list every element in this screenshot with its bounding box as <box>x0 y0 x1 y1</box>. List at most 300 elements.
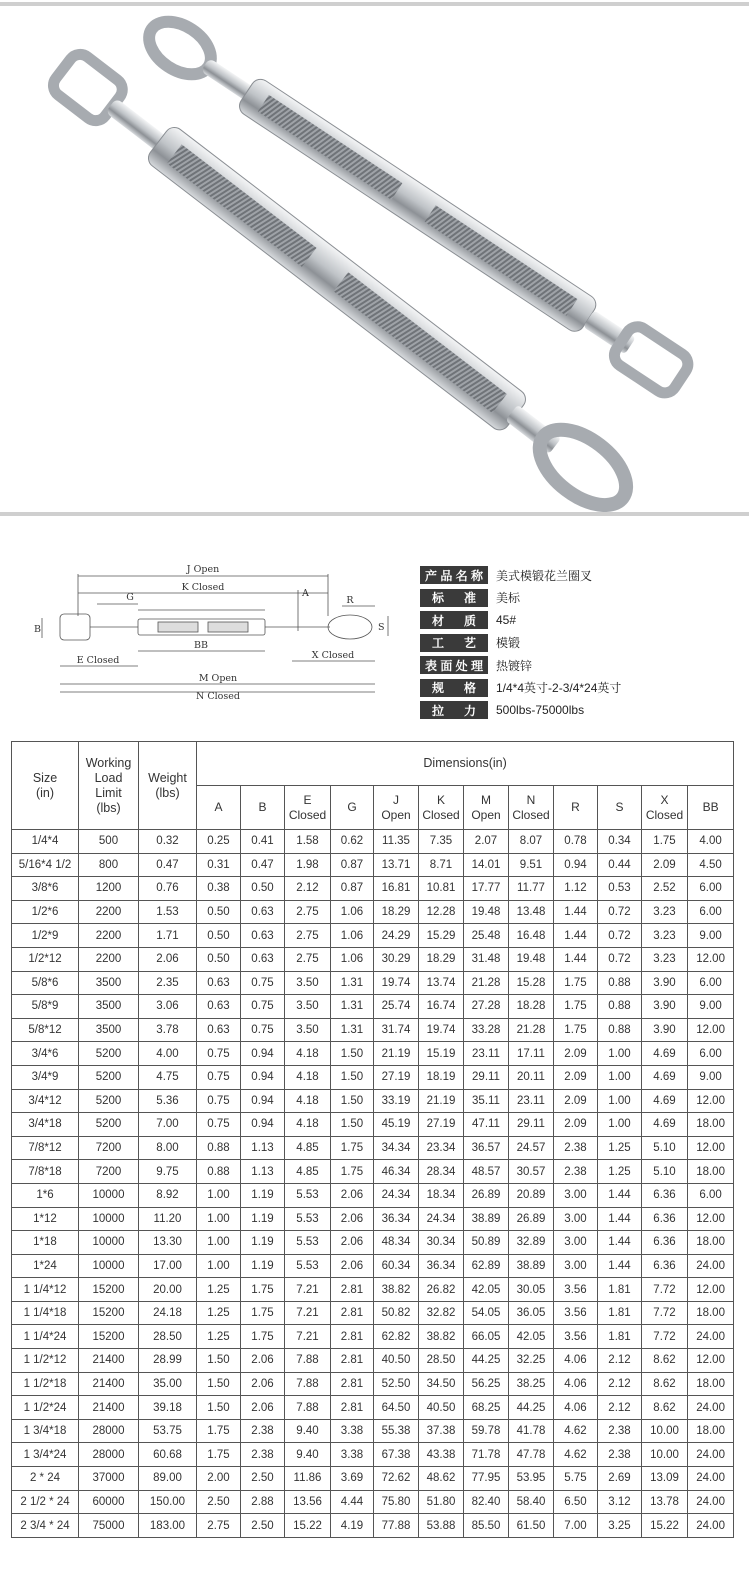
table-cell: 2.88 <box>241 1490 285 1514</box>
header-line: (lbs) <box>155 785 180 800</box>
table-cell: 2.12 <box>598 1372 642 1396</box>
spec-key: 材 质 <box>420 611 488 629</box>
table-cell: 46.34 <box>374 1160 419 1184</box>
table-cell: 3.56 <box>554 1301 598 1325</box>
table-cell: 12.00 <box>688 1136 734 1160</box>
table-cell: 2.81 <box>331 1396 374 1420</box>
table-cell: 14.01 <box>464 853 509 877</box>
table-cell: 42.05 <box>464 1278 509 1302</box>
table-row <box>12 1372 734 1396</box>
header-line: Closed <box>645 807 684 822</box>
table-row <box>12 1042 734 1066</box>
table-cell: 500 <box>79 830 139 854</box>
dimension-column-header <box>509 786 554 830</box>
table-cell: 0.75 <box>197 1089 241 1113</box>
table-cell: 8.00 <box>139 1136 197 1160</box>
table-row <box>12 1325 734 1349</box>
table-cell: 30.34 <box>419 1231 464 1255</box>
g-label: G <box>126 592 134 603</box>
bb-label: BB <box>194 640 208 651</box>
dimension-column-header <box>554 786 598 830</box>
table-cell: 4.00 <box>139 1042 197 1066</box>
table-cell: 19.48 <box>464 900 509 924</box>
table-cell: 2.06 <box>241 1372 285 1396</box>
table-cell: 42.05 <box>509 1325 554 1349</box>
header-line: A <box>214 800 223 814</box>
table-cell: 2 * 24 <box>12 1467 79 1491</box>
table-cell: 15.22 <box>285 1514 331 1538</box>
spec-value: 美式模锻花兰圈叉 <box>496 568 593 583</box>
table-cell: 2.81 <box>331 1372 374 1396</box>
table-cell: 2.50 <box>241 1467 285 1491</box>
table-cell: 1.53 <box>139 900 197 924</box>
table-cell: 20.11 <box>509 1065 554 1089</box>
table-cell: 0.32 <box>139 830 197 854</box>
table-cell: 3.00 <box>554 1254 598 1278</box>
table-cell: 1.44 <box>554 900 598 924</box>
table-cell: 3500 <box>79 1018 139 1042</box>
table-cell: 12.00 <box>688 947 734 971</box>
table-cell: 24.57 <box>509 1136 554 1160</box>
e-closed-label: E Closed <box>76 655 120 666</box>
table-cell: 18.29 <box>374 900 419 924</box>
table-cell: 1.58 <box>285 830 331 854</box>
table-cell: 2200 <box>79 924 139 948</box>
table-cell: 24.00 <box>688 1467 734 1491</box>
table-cell: 8.62 <box>642 1396 688 1420</box>
table-cell: 1.25 <box>197 1301 241 1325</box>
product-spec-list <box>420 564 740 722</box>
table-cell: 18.00 <box>688 1301 734 1325</box>
table-cell: 8.62 <box>642 1372 688 1396</box>
table-cell: 3.50 <box>285 971 331 995</box>
dimension-column-header <box>688 786 734 830</box>
table-cell: 2.75 <box>285 900 331 924</box>
table-cell: 17.77 <box>464 877 509 901</box>
table-cell: 68.25 <box>464 1396 509 1420</box>
table-cell: 28000 <box>79 1443 139 1467</box>
table-cell: 3.38 <box>331 1419 374 1443</box>
table-cell: 7.88 <box>285 1396 331 1420</box>
table-cell: 2.06 <box>241 1396 285 1420</box>
table-cell: 2.09 <box>554 1042 598 1066</box>
table-cell: 34.34 <box>374 1136 419 1160</box>
table-cell: 0.72 <box>598 947 642 971</box>
table-cell: 1 1/4*12 <box>12 1278 79 1302</box>
table-cell: 36.34 <box>374 1207 419 1231</box>
table-cell: 0.50 <box>241 877 285 901</box>
table-cell: 800 <box>79 853 139 877</box>
table-cell: 5.75 <box>554 1467 598 1491</box>
table-cell: 1.44 <box>598 1254 642 1278</box>
table-cell: 43.38 <box>419 1443 464 1467</box>
spec-value: 模锻 <box>496 636 521 651</box>
table-cell: 55.38 <box>374 1419 419 1443</box>
table-cell: 3.50 <box>285 1018 331 1042</box>
table-cell: 0.75 <box>241 1018 285 1042</box>
table-row <box>12 1207 734 1231</box>
table-cell: 3.06 <box>139 995 197 1019</box>
table-cell: 45.19 <box>374 1113 419 1137</box>
table-cell: 0.47 <box>139 853 197 877</box>
table-row <box>12 1018 734 1042</box>
table-cell: 1.81 <box>598 1325 642 1349</box>
table-cell: 2.06 <box>331 1207 374 1231</box>
table-cell: 1.50 <box>331 1042 374 1066</box>
table-cell: 2200 <box>79 900 139 924</box>
dimension-column-header <box>464 786 509 830</box>
table-cell: 1.98 <box>285 853 331 877</box>
table-cell: 18.00 <box>688 1372 734 1396</box>
table-cell: 0.94 <box>241 1065 285 1089</box>
spec-key: 表 面 处 理 <box>420 656 488 674</box>
table-cell: 61.50 <box>509 1514 554 1538</box>
table-cell: 2.07 <box>464 830 509 854</box>
table-cell: 4.69 <box>642 1042 688 1066</box>
table-cell: 24.34 <box>374 1183 419 1207</box>
table-cell: 0.31 <box>197 853 241 877</box>
table-cell: 2.35 <box>139 971 197 995</box>
turnbuckle-product-photo <box>0 8 749 513</box>
table-cell: 28.50 <box>139 1325 197 1349</box>
table-cell: 0.63 <box>197 971 241 995</box>
table-cell: 4.18 <box>285 1113 331 1137</box>
table-cell: 3.00 <box>554 1231 598 1255</box>
table-row <box>12 1065 734 1089</box>
dimension-column-header <box>241 786 285 830</box>
table-row <box>12 1136 734 1160</box>
spec-key: 产 品 名 称 <box>420 566 488 584</box>
table-cell: 29.11 <box>509 1113 554 1137</box>
table-cell: 1.00 <box>197 1254 241 1278</box>
table-cell: 0.47 <box>241 853 285 877</box>
table-cell: 40.50 <box>374 1349 419 1373</box>
table-cell: 48.62 <box>419 1467 464 1491</box>
table-cell: 0.78 <box>554 830 598 854</box>
b-label: B <box>34 624 41 635</box>
table-cell: 24.00 <box>688 1254 734 1278</box>
table-cell: 11.35 <box>374 830 419 854</box>
table-cell: 7200 <box>79 1136 139 1160</box>
table-row <box>12 1467 734 1491</box>
table-cell: 66.05 <box>464 1325 509 1349</box>
turnbuckle-dimensions-table <box>11 741 734 1538</box>
table-cell: 25.74 <box>374 995 419 1019</box>
table-cell: 5.53 <box>285 1231 331 1255</box>
table-cell: 0.50 <box>197 924 241 948</box>
table-cell: 10000 <box>79 1254 139 1278</box>
dimension-diagram <box>30 556 390 706</box>
table-cell: 12.00 <box>688 1278 734 1302</box>
table-cell: 0.72 <box>598 924 642 948</box>
header-line: Limit <box>95 785 122 800</box>
table-cell: 1.19 <box>241 1207 285 1231</box>
table-cell: 1*24 <box>12 1254 79 1278</box>
table-cell: 4.06 <box>554 1372 598 1396</box>
table-cell: 3.56 <box>554 1278 598 1302</box>
table-cell: 0.75 <box>241 971 285 995</box>
table-cell: 1 3/4*18 <box>12 1419 79 1443</box>
spec-key: 工 艺 <box>420 634 488 652</box>
table-cell: 1.31 <box>331 995 374 1019</box>
table-cell: 25.48 <box>464 924 509 948</box>
table-cell: 38.82 <box>419 1325 464 1349</box>
table-cell: 2.50 <box>197 1490 241 1514</box>
table-cell: 4.18 <box>285 1089 331 1113</box>
table-cell: 6.00 <box>688 900 734 924</box>
table-cell: 1/2*9 <box>12 924 79 948</box>
table-cell: 36.57 <box>464 1136 509 1160</box>
table-cell: 30.05 <box>509 1278 554 1302</box>
table-cell: 18.29 <box>419 947 464 971</box>
table-cell: 0.50 <box>197 900 241 924</box>
table-cell: 44.25 <box>464 1349 509 1373</box>
table-cell: 15.19 <box>419 1042 464 1066</box>
dimension-column-header <box>197 786 241 830</box>
table-cell: 38.25 <box>509 1372 554 1396</box>
table-cell: 7/8*18 <box>12 1160 79 1184</box>
weight-header <box>139 742 197 830</box>
table-cell: 89.00 <box>139 1467 197 1491</box>
spec-value: 热镀锌 <box>496 658 533 673</box>
table-cell: 59.78 <box>464 1419 509 1443</box>
table-cell: 75000 <box>79 1514 139 1538</box>
table-cell: 38.82 <box>374 1278 419 1302</box>
dimension-column-header <box>285 786 331 830</box>
dimension-column-header <box>331 786 374 830</box>
table-cell: 2.38 <box>598 1443 642 1467</box>
dimension-column-header <box>642 786 688 830</box>
table-cell: 6.00 <box>688 1042 734 1066</box>
header-line: Size <box>32 770 58 785</box>
table-cell: 0.87 <box>331 877 374 901</box>
table-cell: 62.82 <box>374 1325 419 1349</box>
table-cell: 50.89 <box>464 1231 509 1255</box>
n-closed-label: N Closed <box>196 691 240 702</box>
middle-divider <box>0 512 749 516</box>
table-cell: 2.09 <box>554 1065 598 1089</box>
table-cell: 9.00 <box>688 1065 734 1089</box>
table-cell: 21400 <box>79 1372 139 1396</box>
table-cell: 0.87 <box>331 853 374 877</box>
table-cell: 19.48 <box>509 947 554 971</box>
table-cell: 1.44 <box>598 1207 642 1231</box>
table-cell: 2.38 <box>554 1160 598 1184</box>
dimension-column-header <box>419 786 464 830</box>
table-cell: 4.85 <box>285 1136 331 1160</box>
table-cell: 21.28 <box>509 1018 554 1042</box>
table-cell: 3.12 <box>598 1490 642 1514</box>
table-cell: 37000 <box>79 1467 139 1491</box>
table-cell: 4.00 <box>688 830 734 854</box>
header-line: Working <box>85 755 132 770</box>
table-cell: 28.99 <box>139 1349 197 1373</box>
table-cell: 1.50 <box>331 1113 374 1137</box>
table-cell: 29.11 <box>464 1065 509 1089</box>
table-cell: 64.50 <box>374 1396 419 1420</box>
header-line: E <box>303 792 312 807</box>
table-cell: 1.19 <box>241 1231 285 1255</box>
table-cell: 1*12 <box>12 1207 79 1231</box>
table-cell: 8.07 <box>509 830 554 854</box>
table-cell: 2.50 <box>241 1514 285 1538</box>
table-cell: 0.76 <box>139 877 197 901</box>
table-row <box>12 1254 734 1278</box>
table-cell: 15200 <box>79 1301 139 1325</box>
table-cell: 60.34 <box>374 1254 419 1278</box>
table-cell: 5/8*9 <box>12 995 79 1019</box>
table-cell: 13.74 <box>419 971 464 995</box>
table-cell: 0.75 <box>197 1065 241 1089</box>
table-cell: 6.50 <box>554 1490 598 1514</box>
table-row <box>12 1278 734 1302</box>
table-cell: 5200 <box>79 1113 139 1137</box>
table-cell: 2.06 <box>331 1183 374 1207</box>
table-cell: 1*18 <box>12 1231 79 1255</box>
table-cell: 0.63 <box>197 995 241 1019</box>
s-label: S <box>378 622 385 633</box>
table-cell: 3.90 <box>642 995 688 1019</box>
table-cell: 0.88 <box>197 1160 241 1184</box>
spec-row <box>420 677 740 700</box>
table-cell: 12.00 <box>688 1349 734 1373</box>
header-line: Closed <box>288 807 327 822</box>
table-cell: 9.00 <box>688 995 734 1019</box>
table-cell: 37.38 <box>419 1419 464 1443</box>
table-cell: 2 3/4 * 24 <box>12 1514 79 1538</box>
top-divider <box>0 2 749 6</box>
table-cell: 4.69 <box>642 1089 688 1113</box>
table-cell: 1 1/2*12 <box>12 1349 79 1373</box>
table-cell: 21.28 <box>464 971 509 995</box>
table-cell: 150.00 <box>139 1490 197 1514</box>
spec-row <box>420 699 740 722</box>
table-cell: 1.00 <box>598 1113 642 1137</box>
table-cell: 1.50 <box>197 1372 241 1396</box>
table-cell: 18.28 <box>509 995 554 1019</box>
table-cell: 53.95 <box>509 1467 554 1491</box>
table-cell: 2.38 <box>241 1419 285 1443</box>
table-cell: 0.41 <box>241 830 285 854</box>
table-cell: 54.05 <box>464 1301 509 1325</box>
table-cell: 0.63 <box>241 900 285 924</box>
table-cell: 71.78 <box>464 1443 509 1467</box>
table-cell: 1.75 <box>241 1325 285 1349</box>
table-cell: 1.00 <box>197 1231 241 1255</box>
table-cell: 2.00 <box>197 1467 241 1491</box>
table-cell: 7.00 <box>139 1113 197 1137</box>
table-cell: 1.75 <box>331 1160 374 1184</box>
table-cell: 1.75 <box>554 971 598 995</box>
table-cell: 21.19 <box>419 1089 464 1113</box>
table-cell: 60.68 <box>139 1443 197 1467</box>
table-cell: 36.05 <box>509 1301 554 1325</box>
table-cell: 27.28 <box>464 995 509 1019</box>
header-line: Weight <box>148 770 187 785</box>
table-cell: 0.25 <box>197 830 241 854</box>
table-cell: 1.06 <box>331 924 374 948</box>
table-cell: 67.38 <box>374 1443 419 1467</box>
table-cell: 77.88 <box>374 1514 419 1538</box>
table-cell: 10.00 <box>642 1419 688 1443</box>
table-cell: 12.28 <box>419 900 464 924</box>
header-line: R <box>571 800 580 814</box>
spec-row <box>420 587 740 610</box>
table-cell: 1.75 <box>554 995 598 1019</box>
table-cell: 3.56 <box>554 1325 598 1349</box>
table-cell: 36.34 <box>419 1254 464 1278</box>
table-cell: 2.12 <box>285 877 331 901</box>
table-cell: 15200 <box>79 1325 139 1349</box>
table-cell: 24.00 <box>688 1443 734 1467</box>
table-row <box>12 971 734 995</box>
table-cell: 7.21 <box>285 1301 331 1325</box>
table-row <box>12 924 734 948</box>
table-cell: 4.62 <box>554 1419 598 1443</box>
table-cell: 0.88 <box>598 995 642 1019</box>
table-cell: 20.89 <box>509 1183 554 1207</box>
table-cell: 23.11 <box>509 1089 554 1113</box>
table-cell: 35.00 <box>139 1372 197 1396</box>
table-cell: 2.52 <box>642 877 688 901</box>
table-cell: 0.94 <box>554 853 598 877</box>
table-cell: 7.00 <box>554 1514 598 1538</box>
table-cell: 32.25 <box>509 1349 554 1373</box>
table-cell: 2.81 <box>331 1349 374 1373</box>
table-cell: 0.88 <box>197 1136 241 1160</box>
table-cell: 5/8*12 <box>12 1018 79 1042</box>
table-cell: 0.72 <box>598 900 642 924</box>
table-cell: 51.80 <box>419 1490 464 1514</box>
table-cell: 56.25 <box>464 1372 509 1396</box>
table-cell: 1.31 <box>331 1018 374 1042</box>
a-label: A <box>302 588 309 599</box>
table-cell: 52.50 <box>374 1372 419 1396</box>
table-cell: 5.53 <box>285 1207 331 1231</box>
table-cell: 15200 <box>79 1278 139 1302</box>
table-cell: 33.19 <box>374 1089 419 1113</box>
table-cell: 1.50 <box>331 1089 374 1113</box>
table-row <box>12 900 734 924</box>
table-cell: 28.34 <box>419 1160 464 1184</box>
dimensions-header: Dimensions(in) <box>197 742 734 786</box>
table-cell: 10.00 <box>642 1443 688 1467</box>
r-label: R <box>346 595 354 606</box>
table-cell: 7.88 <box>285 1372 331 1396</box>
header-line: M <box>481 792 491 807</box>
table-cell: 4.06 <box>554 1396 598 1420</box>
table-cell: 1.13 <box>241 1160 285 1184</box>
header-line: Load <box>94 770 123 785</box>
table-cell: 23.11 <box>464 1042 509 1066</box>
table-cell: 26.82 <box>419 1278 464 1302</box>
table-cell: 24.00 <box>688 1490 734 1514</box>
table-cell: 9.40 <box>285 1443 331 1467</box>
table-cell: 1.00 <box>197 1183 241 1207</box>
table-cell: 18.34 <box>419 1183 464 1207</box>
table-cell: 18.00 <box>688 1231 734 1255</box>
table-cell: 3/4*12 <box>12 1089 79 1113</box>
table-cell: 39.18 <box>139 1396 197 1420</box>
table-cell: 7.35 <box>419 830 464 854</box>
table-cell: 1.75 <box>197 1443 241 1467</box>
table-cell: 7.88 <box>285 1349 331 1373</box>
header-line: X <box>660 792 669 807</box>
table-cell: 1.25 <box>598 1136 642 1160</box>
table-cell: 1.50 <box>197 1349 241 1373</box>
table-cell: 6.36 <box>642 1207 688 1231</box>
table-cell: 58.40 <box>509 1490 554 1514</box>
